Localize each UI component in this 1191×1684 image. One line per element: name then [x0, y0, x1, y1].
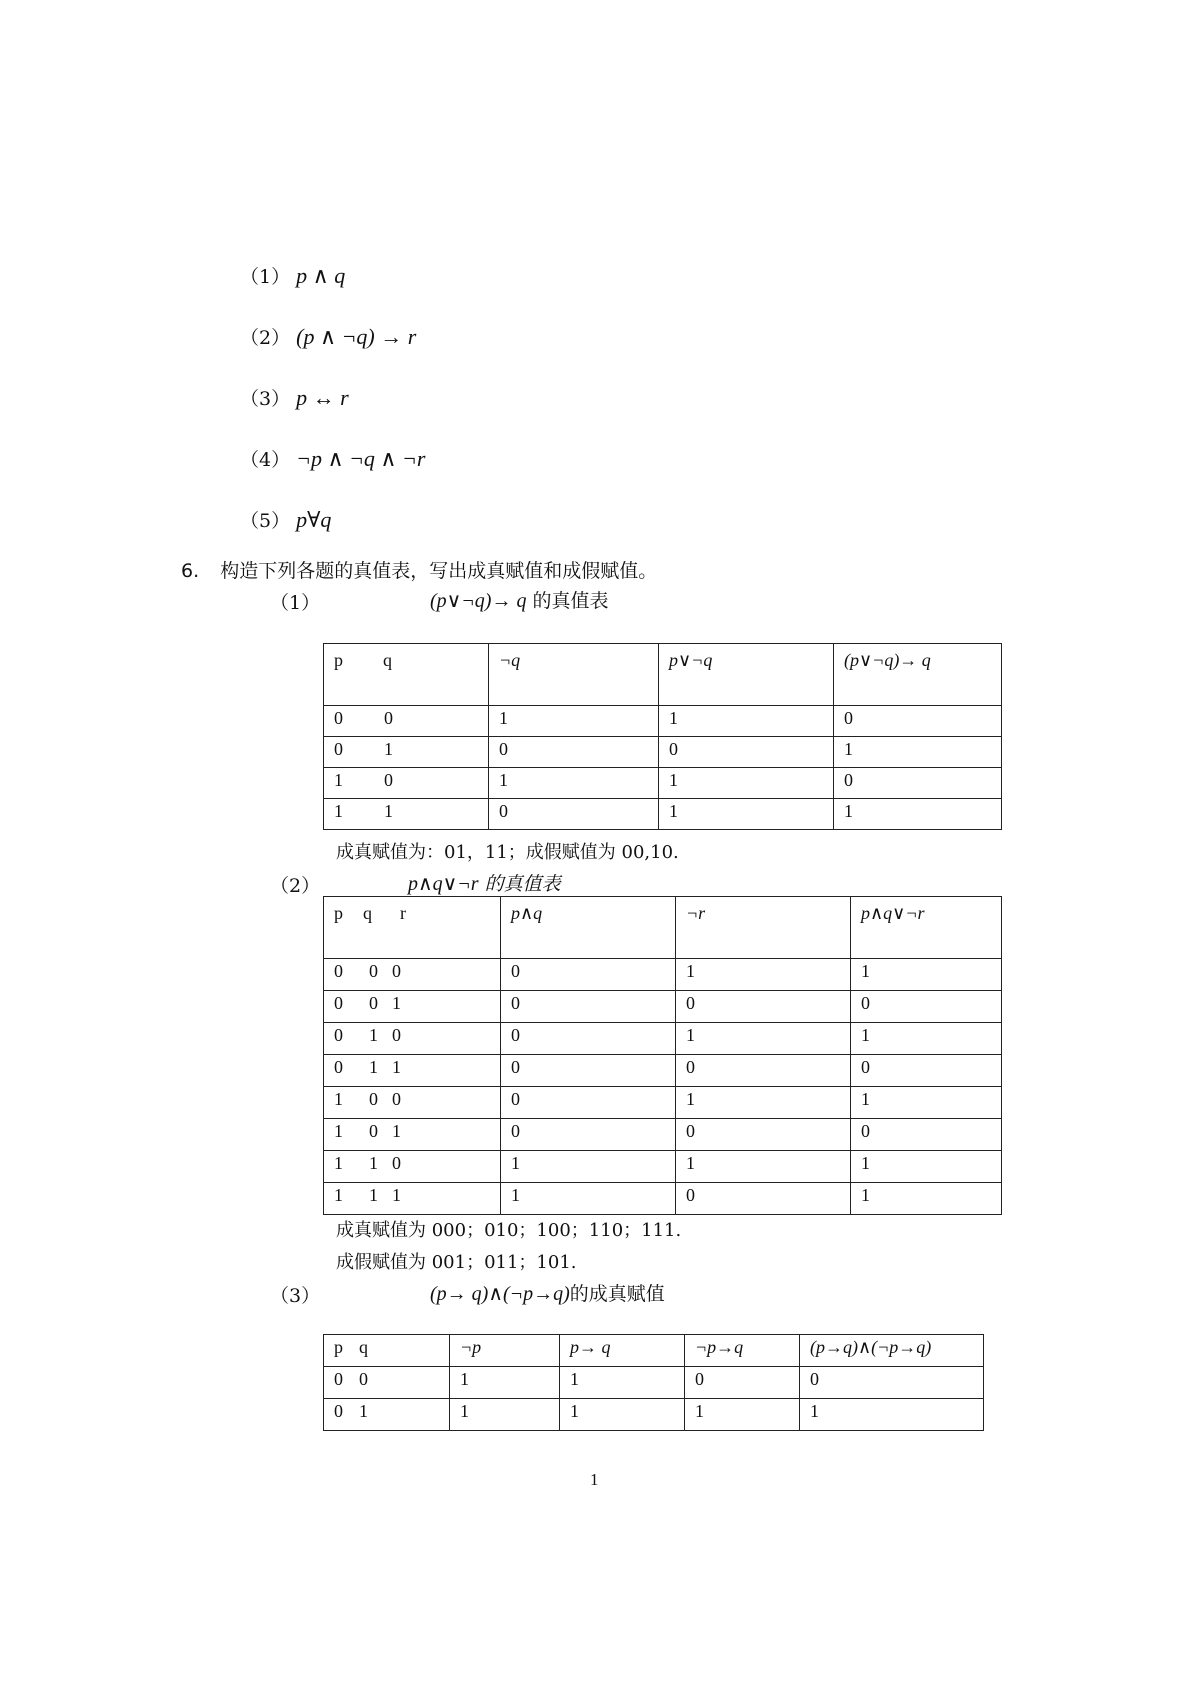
item-label: （4）: [240, 449, 291, 471]
truth-table-1: [323, 643, 1002, 830]
table-row: [324, 1367, 984, 1399]
cell: 1: [501, 1151, 676, 1183]
question-number: 6.: [181, 560, 200, 582]
page-number: 1: [590, 1470, 599, 1489]
table-row: [324, 768, 1002, 799]
cell: 0: [851, 1119, 1002, 1151]
row-vars: [324, 706, 489, 737]
table-row: [324, 1183, 1002, 1215]
table-row: [324, 737, 1002, 768]
cell: 1: [659, 768, 834, 799]
cell: 1: [369, 1025, 378, 1045]
header-vars: [324, 1335, 450, 1367]
header-col: p∨¬q: [659, 644, 834, 706]
cell: 1: [450, 1367, 560, 1399]
var-q: q: [383, 650, 392, 670]
table-row: [324, 1023, 1002, 1055]
row-vars: [324, 1119, 501, 1151]
item-4: [240, 445, 425, 472]
cell: 1: [685, 1399, 800, 1431]
table-row: [324, 706, 1002, 737]
cell: 0: [334, 739, 343, 759]
cell: 0: [369, 1089, 378, 1109]
cell: 0: [369, 1121, 378, 1141]
cell: 0: [334, 708, 343, 728]
cell: 1: [851, 1183, 1002, 1215]
header-col: (p∨¬q)→ q: [834, 644, 1002, 706]
cell: 0: [851, 1055, 1002, 1087]
cell: 0: [676, 1055, 851, 1087]
cell: 0: [501, 1055, 676, 1087]
part-1-note: 成真赋值为：01，11；成假赋值为 00,10.: [336, 842, 679, 863]
table-row: [324, 1151, 1002, 1183]
cell: 1: [334, 1153, 343, 1173]
item-label: （1）: [240, 266, 291, 288]
part-2-caption: [408, 869, 561, 896]
cell: 0: [359, 1369, 368, 1389]
table-row: [324, 1399, 984, 1431]
cell: 1: [450, 1399, 560, 1431]
cell: 1: [334, 1121, 343, 1141]
part-3-label: （3）: [270, 1285, 321, 1307]
cell: 1: [334, 1089, 343, 1109]
cell: 1: [560, 1367, 685, 1399]
item-3: [240, 384, 349, 411]
cell: 0: [676, 991, 851, 1023]
caption-text: 的真值表: [478, 873, 561, 895]
header-col: ¬q: [489, 644, 659, 706]
cell: 0: [489, 799, 659, 830]
cell: 0: [501, 991, 676, 1023]
row-vars: [324, 959, 501, 991]
cell: 1: [834, 737, 1002, 768]
row-vars: [324, 799, 489, 830]
cell: 0: [501, 959, 676, 991]
cell: 1: [392, 993, 401, 1013]
cell: 0: [392, 1089, 401, 1109]
caption-text: 的真值表: [526, 590, 609, 612]
cell: 1: [489, 706, 659, 737]
caption-text: 的成真赋值: [569, 1283, 665, 1305]
cell: 1: [359, 1401, 368, 1421]
cell: 1: [834, 799, 1002, 830]
table-row: [324, 799, 1002, 830]
row-vars: [324, 1055, 501, 1087]
row-vars: [324, 768, 489, 799]
cell: 0: [334, 1369, 343, 1389]
cell: 1: [369, 1185, 378, 1205]
row-vars: [324, 1183, 501, 1215]
var-p: p: [334, 903, 343, 923]
cell: 1: [851, 1087, 1002, 1119]
item-label: （2）: [240, 327, 291, 349]
table-row: [324, 959, 1002, 991]
cell: 0: [334, 1025, 343, 1045]
cell: 1: [392, 1057, 401, 1077]
truth-table-2: [323, 896, 1002, 1215]
part-1-caption: [430, 586, 609, 613]
cell: 0: [369, 961, 378, 981]
cell: 0: [392, 961, 401, 981]
cell: 1: [334, 770, 343, 790]
caption-formula: (p→ q)∧(¬p→q): [430, 1283, 570, 1305]
row-vars: [324, 991, 501, 1023]
cell: 0: [685, 1367, 800, 1399]
var-r: r: [400, 903, 406, 923]
cell: 1: [384, 801, 393, 821]
cell: 1: [501, 1183, 676, 1215]
cell: 0: [851, 991, 1002, 1023]
cell: 0: [800, 1367, 984, 1399]
item-formula: ¬p ∧ ¬q ∧ ¬r: [296, 446, 426, 471]
cell: 1: [489, 768, 659, 799]
cell: 0: [676, 1183, 851, 1215]
question-6: [181, 556, 657, 583]
row-vars: [324, 1023, 501, 1055]
item-formula: p ∧ q: [296, 263, 346, 288]
table-row: [324, 991, 1002, 1023]
row-vars: [324, 737, 489, 768]
item-formula: (p ∧ ¬q) → r: [296, 324, 417, 349]
cell: 1: [392, 1185, 401, 1205]
cell: 1: [659, 799, 834, 830]
var-q: q: [363, 903, 372, 923]
item-5: [240, 506, 331, 533]
cell: 0: [334, 1057, 343, 1077]
cell: 0: [392, 1025, 401, 1045]
cell: 1: [676, 959, 851, 991]
var-p: p: [334, 650, 343, 670]
cell: 0: [384, 770, 393, 790]
cell: 1: [384, 739, 393, 759]
header-col: ¬r: [676, 897, 851, 959]
cell: 1: [334, 1185, 343, 1205]
part-2-label: （2）: [270, 875, 321, 897]
header-vars: [324, 897, 501, 959]
caption-formula: (p∨¬q)→ q: [430, 590, 527, 612]
cell: 0: [501, 1087, 676, 1119]
cell: 0: [501, 1023, 676, 1055]
cell: 0: [384, 708, 393, 728]
header-col: p→ q: [560, 1335, 685, 1367]
cell: 1: [560, 1399, 685, 1431]
part-1-label: （1）: [270, 592, 321, 614]
table-header-row: [324, 897, 1002, 959]
cell: 1: [659, 706, 834, 737]
cell: 0: [501, 1119, 676, 1151]
cell: 1: [851, 1023, 1002, 1055]
cell: 0: [369, 993, 378, 1013]
cell: 0: [392, 1153, 401, 1173]
cell: 0: [834, 768, 1002, 799]
cell: 0: [659, 737, 834, 768]
cell: 1: [369, 1057, 378, 1077]
cell: 0: [334, 961, 343, 981]
question-text: 构造下列各题的真值表，写出成真赋值和成假赋值。: [220, 560, 658, 582]
cell: 1: [334, 801, 343, 821]
row-vars: [324, 1367, 450, 1399]
part-2-note-true: 成真赋值为 000；010；100；110；111.: [336, 1220, 682, 1241]
cell: 0: [489, 737, 659, 768]
cell: 1: [676, 1087, 851, 1119]
cell: 1: [851, 1151, 1002, 1183]
item-label: （3）: [240, 388, 291, 410]
row-vars: [324, 1087, 501, 1119]
item-label: （5）: [240, 510, 291, 532]
cell: 1: [851, 959, 1002, 991]
var-q: q: [359, 1337, 368, 1357]
header-col: ¬p: [450, 1335, 560, 1367]
cell: 0: [334, 993, 343, 1013]
cell: 0: [334, 1401, 343, 1421]
var-p: p: [334, 1337, 343, 1357]
header-col: ¬p→q: [685, 1335, 800, 1367]
item-formula: p∀q: [296, 507, 332, 532]
cell: 1: [392, 1121, 401, 1141]
header-col: p∧q∨¬r: [851, 897, 1002, 959]
header-col: p∧q: [501, 897, 676, 959]
table-row: [324, 1055, 1002, 1087]
row-vars: [324, 1151, 501, 1183]
item-formula: p ↔ r: [296, 385, 349, 410]
header-vars: [324, 644, 489, 706]
table-header-row: [324, 644, 1002, 706]
cell: 1: [800, 1399, 984, 1431]
part-3-caption: [430, 1279, 665, 1306]
table-row: [324, 1119, 1002, 1151]
caption-formula: p∧q∨¬r: [408, 873, 479, 895]
row-vars: [324, 1399, 450, 1431]
item-1: [240, 262, 345, 289]
header-col: (p→q)∧(¬p→q): [800, 1335, 984, 1367]
truth-table-3: [323, 1334, 984, 1431]
cell: 0: [676, 1119, 851, 1151]
part-2-note-false: 成假赋值为 001；011；101.: [336, 1252, 577, 1273]
cell: 1: [676, 1023, 851, 1055]
item-2: [240, 323, 416, 350]
table-row: [324, 1087, 1002, 1119]
cell: 1: [676, 1151, 851, 1183]
cell: 0: [834, 706, 1002, 737]
table-header-row: [324, 1335, 984, 1367]
cell: 1: [369, 1153, 378, 1173]
